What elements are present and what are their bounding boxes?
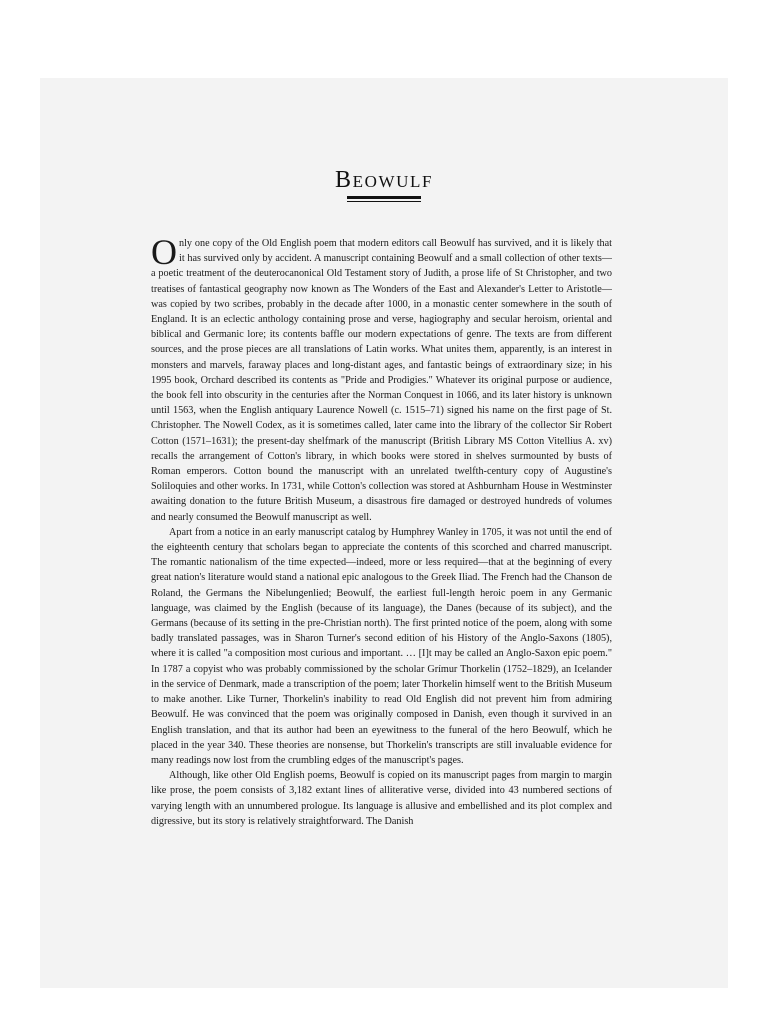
chapter-title: Beowulf bbox=[334, 167, 434, 193]
body-text bbox=[151, 232, 612, 829]
paragraph-2: Apart from a notice in an early manuscript catalog by Humphrey Wanley in 1705, it was not until the end of the eighteenth century that scholars began to appreciate the contents of this scorched and charred manuscript. The romantic nationalism of the time expected—indeed, more or less required—that at the beginning of every great nation's literature would stand a national epic analogous to the Greek Iliad. The French had the Chanson de Roland, the Germans the Nibelungenlied; Beowulf, the earliest full-length heroic poem in any Germanic language, was claimed by the English (because of its language), the Danes (because of its subject), and the Germans (because of its setting in the pre-Christian north). The first printed notice of the poem, along with some badly translated passages, was in Sharon Turner's second edition of his History of the Anglo-Saxons (1805), where it is called "a composition most curious and important. … [I]t may be called an Anglo-Saxon epic poem." In 1787 a copyist who was probably commissioned by the scholar Grímur Thorkelin (1752–1829), an Icelander in the service of Denmark, made a transcription of the poem; later Thorkelin himself went to the British Museum to make another. Like Turner, Thorkelin's inability to read Old English did not prevent him from admiring Beowulf. He was convinced that the poem was originally composed in Danish, even though it survived in an English translation, and that its author had been an eyewitness to the funeral of the hero Beowulf, which he placed in the year 340. These theories are nonsense, but Thorkelin's transcripts are still invaluable evidence for many readings now lost from the crumbling edges of the manuscript's pages. bbox=[151, 526, 612, 766]
paragraph-3: Although, like other Old English poems, Beowulf is copied on its manuscript pages from margin to margin like prose, the poem consists of 3,182 extant lines of alliterative verse, divided into 43 numbered sections of varying length with an unnumbered prologue. Its language is allusive and embellished and its plot complex and digressive, but its story is relatively straightforward. The Danish bbox=[151, 770, 612, 827]
drop-cap: O bbox=[151, 232, 177, 272]
paragraph-1 bbox=[151, 232, 612, 525]
paragraph-1-text: nly one copy of the Old English poem that modern editors call Beowulf has survived, and it is likely that it has survived only by accident. A manuscript containing Beowulf and a small collection of other texts—a poetic treatment of the deuterocanonical Old Testament story of Judith, a prose life of St Christopher, and two treatises of fantastical geography now known as The Wonders of the East and Alexander's Letter to Aristotle—was copied by two scribes, probably in the decade after 1000, in a monastic center somewhere in the south of England. It is an eclectic anthology containing prose and verse, hagiography and secular heroism, oriental and biblical and Germanic lore; its contents baffle our modern expectations of genre. The texts are from different sources, and the prose pieces are all translations of Latin works. What unites them, apparently, is an interest in monsters and marvels, faraway places and long-distant ages, and fantastic beings of extraordinary size; in his 1995 book, Orchard described its contents as "Pride and Prodigies." Whatever its original purpose or audience, the book fell into obscurity in the centuries after the Norman Conquest in 1066, and its later history is unknown until 1563, when the English antiquary Laurence Nowell (c. 1515–71) signed his name on the first page of St. Christopher. The Nowell Codex, as it is sometimes called, later came into the library of the collector Sir Robert Cotton (1571–1631); the present-day shelfmark of the manuscript (British Library MS Cotton Vitellius A. xv) recalls the arrangement of Cotton's library, in which books were stored in shelves surmounted by busts of Roman emperors. Cotton bound the manuscript with an unrelated twelfth-century copy of Augustine's Soliloquies and other works. In 1731, while Cotton's collection was stored at Ashburnham House in Westminster awaiting donation to the future British Museum, a disastrous fire damaged or destroyed hundreds of volumes and nearly consumed the Beowulf manuscript as well. bbox=[151, 238, 612, 523]
title-block bbox=[0, 168, 768, 202]
title-underline bbox=[347, 196, 421, 202]
